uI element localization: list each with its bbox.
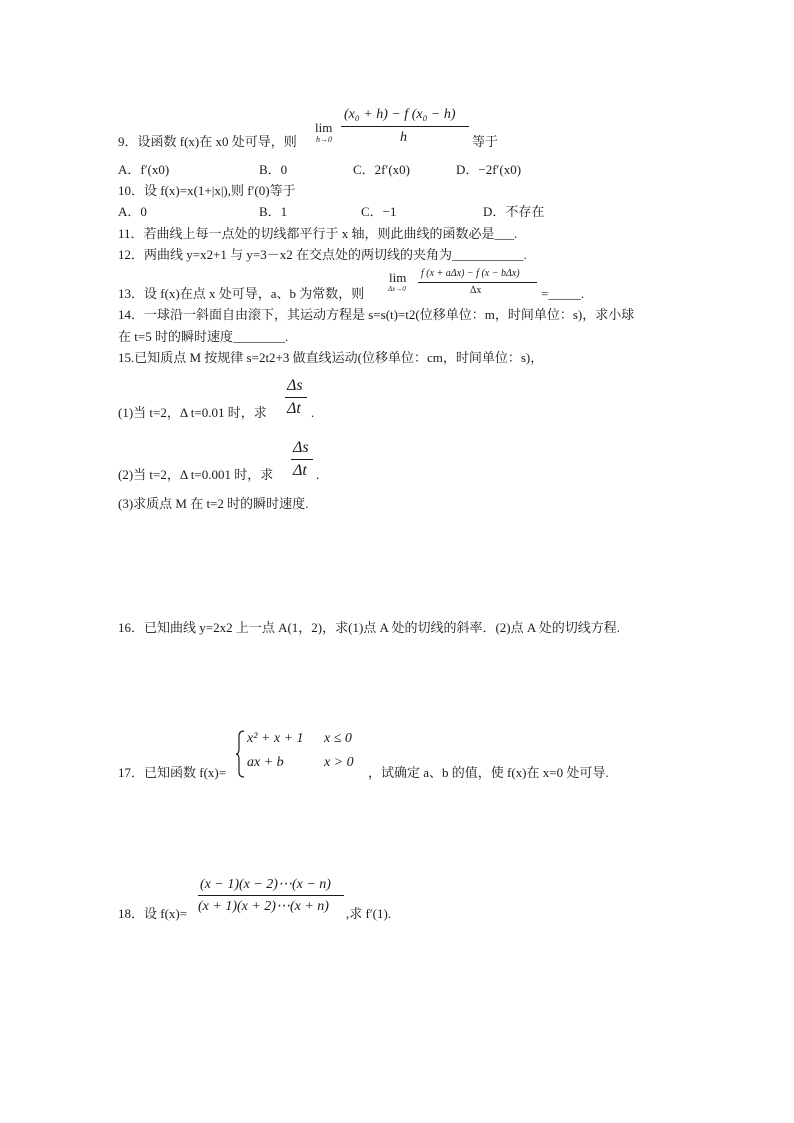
q10-text: 10．设 f(x)=x(1+|x|),则 f′(0)等于 [118, 183, 296, 198]
q15-part2: (2)当 t=2，Δ t=0.001 时，求 [118, 467, 274, 482]
q13-numerator: f (x + aΔx) − f (x − bΔx) [421, 268, 520, 279]
q9-fraction-bar [341, 126, 469, 127]
q15-part1-numerator: Δs [287, 377, 303, 394]
q9-lim: lim [315, 120, 333, 135]
q15-part3: (3)求质点 M 在 t=2 时的瞬时速度. [118, 496, 309, 511]
q15-text: 15.已知质点 M 按规律 s=2t2+3 做直线运动(位移单位：cm，时间单位：s)， [118, 350, 544, 365]
q16-text: 16．已知曲线 y=2x2 上一点 A(1，2)，求(1)点 A 处的切线的斜率．(2)点 A 处的切线方程. [118, 620, 621, 635]
q18-prefix: 18．设 f(x)= [118, 906, 188, 921]
q15-part2-numerator: Δs [293, 439, 309, 456]
q18-denominator: (x + 1)(x + 2)⋯(x + n) [198, 899, 329, 914]
q13-tail: =_____. [541, 286, 585, 301]
q18-numerator: (x − 1)(x − 2)⋯(x − n) [200, 877, 331, 892]
q15-part1-dot: . [311, 405, 315, 420]
q9-option-c: C．2f′(x0) [353, 162, 411, 177]
q10-option-a: A．0 [118, 204, 147, 219]
q15-part2-dot: . [316, 467, 320, 482]
q18-suffix: ,求 f′(1). [346, 906, 392, 921]
q13-lim: lim [389, 270, 407, 285]
q12-text: 12．两曲线 y=x2+1 与 y=3－x2 在交点处的两切线的夹角为___________. [118, 247, 527, 262]
q15-part1: (1)当 t=2，Δ t=0.01 时，求 [118, 405, 267, 420]
q17-case2-expr: ax + b [247, 755, 284, 770]
q15-part2-denominator: Δt [293, 462, 307, 479]
q10-option-b: B．1 [259, 204, 288, 219]
q15-part1-fraction-bar [285, 397, 307, 398]
q9-text: 9．设函数 f(x)在 x0 处可导，则 [118, 134, 297, 149]
q18-fraction-bar [198, 895, 344, 896]
q13-denominator: Δx [470, 285, 482, 296]
q17-prefix: 17．已知函数 f(x)= [118, 765, 227, 780]
q9-option-d: D．−2f′(x0) [456, 162, 522, 177]
q14-line2: 在 t=5 时的瞬时速度________. [118, 329, 289, 344]
q15-part2-fraction-bar [291, 459, 313, 460]
q17-case1-expr: x² + x + 1 [247, 731, 304, 746]
q9-lim-sub: h→0 [316, 135, 332, 144]
q11-text: 11．若曲线上每一点处的切线都平行于 x 轴，则此曲线的函数必是___. [118, 226, 518, 241]
q13-text: 13．设 f(x)在点 x 处可导，a、b 为常数，则 [118, 286, 365, 301]
q9-numerator: (x₀ + h) − f (x₀ − h) [344, 107, 456, 122]
q9-option-b: B．0 [259, 162, 288, 177]
q9-tail: 等于 [472, 134, 499, 149]
q17-case2-cond: x > 0 [324, 755, 354, 770]
q10-option-c: C．−1 [361, 204, 397, 219]
q17-case1-cond: x ≤ 0 [324, 731, 352, 746]
q13-lim-sub: Δx→0 [388, 285, 406, 293]
q9-denominator: h [400, 130, 407, 145]
q9-option-a: A．f′(x0) [118, 162, 170, 177]
q13-fraction-bar [418, 282, 537, 283]
q10-option-d: D．不存在 [483, 204, 545, 219]
q14-line1: 14．一球沿一斜面自由滚下，其运动方程是 s=s(t)=t2(位移单位：m，时间单位：s)，求小球 [118, 307, 635, 322]
q17-left-brace [236, 730, 246, 778]
q17-suffix: ，试确定 a、b 的值，使 f(x)在 x=0 处可导. [368, 765, 609, 780]
q15-part1-denominator: Δt [287, 400, 301, 417]
